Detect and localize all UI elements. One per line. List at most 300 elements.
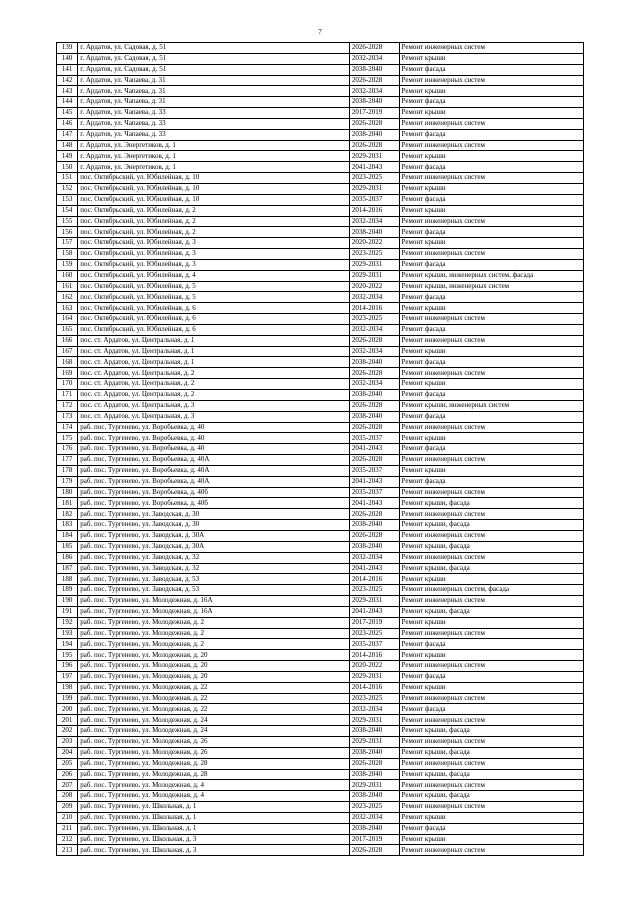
work-type-cell: Ремонт крыши	[399, 108, 583, 119]
period-cell: 2038-2040	[349, 97, 399, 108]
address-cell: раб. пос. Тургенево, ул. Молодежная, д. 20	[78, 650, 350, 661]
period-cell: 2032-2034	[349, 704, 399, 715]
row-number: 178	[57, 465, 78, 476]
table-row	[57, 75, 584, 86]
period-cell: 2014-2016	[349, 574, 399, 585]
work-type-cell: Ремонт фасада	[399, 292, 583, 303]
table-row	[57, 530, 584, 541]
row-number: 152	[57, 183, 78, 194]
table-row	[57, 476, 584, 487]
work-type-cell: Ремонт инженерных систем	[399, 368, 583, 379]
row-number: 202	[57, 726, 78, 737]
period-cell: 2017-2019	[349, 108, 399, 119]
work-type-cell: Ремонт инженерных систем, фасада	[399, 585, 583, 596]
table-row	[57, 758, 584, 769]
period-cell: 2020-2022	[349, 281, 399, 292]
period-cell: 2026-2028	[349, 75, 399, 86]
period-cell: 2041-2043	[349, 498, 399, 509]
address-cell: раб. пос. Тургенево, ул. Воробьевка, д. 40А	[78, 476, 350, 487]
period-cell: 2029-2031	[349, 780, 399, 791]
table-row	[57, 140, 584, 151]
row-number: 164	[57, 314, 78, 325]
period-cell: 2032-2034	[349, 346, 399, 357]
work-type-cell: Ремонт инженерных систем	[399, 335, 583, 346]
work-type-cell: Ремонт крыши	[399, 151, 583, 162]
address-cell: пос. Октябрьский, ул. Юбилейная, д. 6	[78, 303, 350, 314]
address-cell: пос. ст. Ардатов, ул. Центральная, д. 2	[78, 379, 350, 390]
work-type-cell: Ремонт инженерных систем	[399, 75, 583, 86]
work-type-cell: Ремонт крыши	[399, 86, 583, 97]
table-row	[57, 650, 584, 661]
work-type-cell: Ремонт крыши	[399, 650, 583, 661]
table-row	[57, 444, 584, 455]
row-number: 212	[57, 834, 78, 845]
address-cell: г. Ардатов, ул. Чапаева, д. 31	[78, 75, 350, 86]
row-number: 189	[57, 585, 78, 596]
work-type-cell: Ремонт фасада	[399, 227, 583, 238]
address-cell: раб. пос. Тургенево, ул. Воробьевка, д. 40б	[78, 487, 350, 498]
table-row	[57, 823, 584, 834]
row-number: 163	[57, 303, 78, 314]
address-cell: пос. Октябрьский, ул. Юбилейная, д. 10	[78, 194, 350, 205]
row-number: 142	[57, 75, 78, 86]
row-number: 190	[57, 596, 78, 607]
work-type-cell: Ремонт крыши	[399, 834, 583, 845]
address-cell: раб. пос. Тургенево, ул. Молодежная, д. 2	[78, 639, 350, 650]
address-cell: раб. пос. Тургенево, ул. Молодежная, д. 22	[78, 682, 350, 693]
period-cell: 2032-2034	[349, 379, 399, 390]
work-type-cell: Ремонт крыши	[399, 574, 583, 585]
row-number: 150	[57, 162, 78, 173]
period-cell: 2035-2037	[349, 487, 399, 498]
row-number: 151	[57, 173, 78, 184]
address-cell: раб. пос. Тургенево, ул. Воробьевка, д. 40	[78, 444, 350, 455]
row-number: 158	[57, 249, 78, 260]
table-row	[57, 292, 584, 303]
table-row	[57, 270, 584, 281]
table-row	[57, 552, 584, 563]
row-number: 174	[57, 422, 78, 433]
period-cell: 2023-2025	[349, 314, 399, 325]
address-cell: г. Ардатов, ул. Чапаева, д. 31	[78, 86, 350, 97]
period-cell: 2023-2025	[349, 173, 399, 184]
table-row	[57, 769, 584, 780]
address-cell: раб. пос. Тургенево, ул. Школьная, д. 3	[78, 845, 350, 856]
work-type-cell: Ремонт инженерных систем	[399, 845, 583, 856]
table-row	[57, 606, 584, 617]
work-type-cell: Ремонт фасада	[399, 671, 583, 682]
table-row	[57, 596, 584, 607]
row-number: 201	[57, 715, 78, 726]
address-cell: раб. пос. Тургенево, ул. Молодежная, д. 24	[78, 715, 350, 726]
table-row	[57, 682, 584, 693]
address-cell: раб. пос. Тургенево, ул. Заводская, д. 30	[78, 509, 350, 520]
table-row	[57, 737, 584, 748]
row-number: 165	[57, 324, 78, 335]
table-row	[57, 86, 584, 97]
work-type-cell: Ремонт фасада	[399, 129, 583, 140]
table-row	[57, 64, 584, 75]
row-number: 173	[57, 411, 78, 422]
address-cell: раб. пос. Тургенево, ул. Молодежная, д. 20	[78, 671, 350, 682]
table-row	[57, 368, 584, 379]
row-number: 184	[57, 530, 78, 541]
row-number: 209	[57, 802, 78, 813]
address-cell: раб. пос. Тургенево, ул. Молодежная, д. 2	[78, 628, 350, 639]
period-cell: 2014-2016	[349, 682, 399, 693]
row-number: 177	[57, 455, 78, 466]
period-cell: 2026-2028	[349, 335, 399, 346]
work-type-cell: Ремонт крыши, фасада	[399, 791, 583, 802]
table-row	[57, 845, 584, 856]
row-number: 191	[57, 606, 78, 617]
row-number: 172	[57, 400, 78, 411]
address-cell: раб. пос. Тургенево, ул. Воробьевка, д. 40	[78, 433, 350, 444]
work-type-cell: Ремонт инженерных систем	[399, 693, 583, 704]
period-cell: 2038-2040	[349, 227, 399, 238]
work-type-cell: Ремонт крыши	[399, 812, 583, 823]
period-cell: 2029-2031	[349, 671, 399, 682]
work-type-cell: Ремонт крыши	[399, 682, 583, 693]
row-number: 200	[57, 704, 78, 715]
address-cell: пос. Октябрьский, ул. Юбилейная, д. 6	[78, 314, 350, 325]
address-cell: раб. пос. Тургенево, ул. Школьная, д. 3	[78, 834, 350, 845]
address-cell: раб. пос. Тургенево, ул. Молодежная, д. 4	[78, 780, 350, 791]
address-cell: раб. пос. Тургенево, ул. Молодежная, д. 20	[78, 661, 350, 672]
period-cell: 2032-2034	[349, 53, 399, 64]
address-cell: пос. ст. Ардатов, ул. Центральная, д. 3	[78, 400, 350, 411]
work-type-cell: Ремонт инженерных систем	[399, 530, 583, 541]
address-cell: пос. ст. Ардатов, ул. Центральная, д. 1	[78, 357, 350, 368]
period-cell: 2029-2031	[349, 151, 399, 162]
table-row	[57, 834, 584, 845]
row-number: 204	[57, 747, 78, 758]
row-number: 183	[57, 520, 78, 531]
period-cell: 2029-2031	[349, 259, 399, 270]
address-cell: раб. пос. Тургенево, ул. Молодежная, д. 24	[78, 726, 350, 737]
period-cell: 2026-2028	[349, 845, 399, 856]
work-type-cell: Ремонт крыши, фасада	[399, 747, 583, 758]
period-cell: 2029-2031	[349, 183, 399, 194]
row-number: 199	[57, 693, 78, 704]
work-type-cell: Ремонт фасада	[399, 64, 583, 75]
table-row	[57, 520, 584, 531]
work-type-cell: Ремонт инженерных систем	[399, 509, 583, 520]
work-type-cell: Ремонт фасада	[399, 97, 583, 108]
row-number: 139	[57, 43, 78, 54]
work-type-cell: Ремонт крыши, фасада	[399, 498, 583, 509]
work-type-cell: Ремонт инженерных систем	[399, 780, 583, 791]
address-cell: пос. Октябрьский, ул. Юбилейная, д. 5	[78, 292, 350, 303]
work-type-cell: Ремонт фасада	[399, 704, 583, 715]
period-cell: 2026-2028	[349, 400, 399, 411]
period-cell: 2029-2031	[349, 596, 399, 607]
period-cell: 2038-2040	[349, 520, 399, 531]
address-cell: раб. пос. Тургенево, ул. Заводская, д. 30А	[78, 530, 350, 541]
address-cell: пос. ст. Ардатов, ул. Центральная, д. 2	[78, 368, 350, 379]
period-cell: 2026-2028	[349, 455, 399, 466]
address-cell: раб. пос. Тургенево, ул. Молодежная, д. 16А	[78, 596, 350, 607]
period-cell: 2026-2028	[349, 140, 399, 151]
row-number: 167	[57, 346, 78, 357]
row-number: 197	[57, 671, 78, 682]
row-number: 145	[57, 108, 78, 119]
table-row	[57, 704, 584, 715]
period-cell: 2017-2019	[349, 834, 399, 845]
row-number: 210	[57, 812, 78, 823]
table-row	[57, 541, 584, 552]
period-cell: 2032-2034	[349, 552, 399, 563]
address-cell: раб. пос. Тургенево, ул. Молодежная, д. 22	[78, 693, 350, 704]
table-row	[57, 303, 584, 314]
address-cell: раб. пос. Тургенево, ул. Заводская, д. 30	[78, 520, 350, 531]
period-cell: 2023-2025	[349, 802, 399, 813]
period-cell: 2026-2028	[349, 530, 399, 541]
period-cell: 2038-2040	[349, 747, 399, 758]
page-number: 7	[318, 28, 322, 36]
address-cell: раб. пос. Тургенево, ул. Молодежная, д. 16А	[78, 606, 350, 617]
work-type-cell: Ремонт инженерных систем	[399, 661, 583, 672]
period-cell: 2023-2025	[349, 628, 399, 639]
table-row	[57, 118, 584, 129]
period-cell: 2032-2034	[349, 324, 399, 335]
table-row	[57, 205, 584, 216]
address-cell: пос. ст. Ардатов, ул. Центральная, д. 1	[78, 346, 350, 357]
work-type-cell: Ремонт крыши	[399, 303, 583, 314]
period-cell: 2041-2043	[349, 162, 399, 173]
row-number: 196	[57, 661, 78, 672]
period-cell: 2041-2043	[349, 476, 399, 487]
work-type-cell: Ремонт фасада	[399, 324, 583, 335]
row-number: 153	[57, 194, 78, 205]
table-row	[57, 390, 584, 401]
table-row	[57, 465, 584, 476]
row-number: 140	[57, 53, 78, 64]
row-number: 187	[57, 563, 78, 574]
address-cell: раб. пос. Тургенево, ул. Воробьевка, д. 40А	[78, 465, 350, 476]
table-row	[57, 238, 584, 249]
period-cell: 2035-2037	[349, 465, 399, 476]
row-number: 192	[57, 617, 78, 628]
address-cell: пос. Октябрьский, ул. Юбилейная, д. 4	[78, 270, 350, 281]
work-type-cell: Ремонт инженерных систем	[399, 552, 583, 563]
row-number: 180	[57, 487, 78, 498]
address-cell: пос. Октябрьский, ул. Юбилейная, д. 3	[78, 238, 350, 249]
work-type-cell: Ремонт крыши, фасада	[399, 606, 583, 617]
period-cell: 2038-2040	[349, 64, 399, 75]
address-cell: г. Ардатов, ул. Чапаева, д. 33	[78, 129, 350, 140]
address-cell: пос. Октябрьский, ул. Юбилейная, д. 2	[78, 205, 350, 216]
table-row	[57, 346, 584, 357]
work-type-cell: Ремонт крыши, инженерных систем	[399, 400, 583, 411]
table-row	[57, 661, 584, 672]
work-type-cell: Ремонт крыши	[399, 205, 583, 216]
period-cell: 2041-2043	[349, 606, 399, 617]
table-row	[57, 747, 584, 758]
table-row	[57, 693, 584, 704]
period-cell: 2020-2022	[349, 661, 399, 672]
work-type-cell: Ремонт фасада	[399, 162, 583, 173]
row-number: 188	[57, 574, 78, 585]
address-cell: г. Ардатов, ул. Садовая, д. 51	[78, 53, 350, 64]
period-cell: 2023-2025	[349, 249, 399, 260]
table-row	[57, 43, 584, 54]
address-cell: раб. пос. Тургенево, ул. Заводская, д. 30А	[78, 541, 350, 552]
period-cell: 2017-2019	[349, 617, 399, 628]
address-cell: раб. пос. Тургенево, ул. Заводская, д. 32	[78, 552, 350, 563]
table-row	[57, 216, 584, 227]
work-type-cell: Ремонт инженерных систем	[399, 758, 583, 769]
address-cell: пос. ст. Ардатов, ул. Центральная, д. 1	[78, 335, 350, 346]
work-type-cell: Ремонт крыши, инженерных систем, фасада	[399, 270, 583, 281]
period-cell: 2038-2040	[349, 411, 399, 422]
work-type-cell: Ремонт крыши	[399, 53, 583, 64]
repair-schedule-table	[56, 42, 584, 856]
period-cell: 2026-2028	[349, 118, 399, 129]
table-row	[57, 97, 584, 108]
table-row	[57, 715, 584, 726]
work-type-cell: Ремонт фасада	[399, 194, 583, 205]
row-number: 207	[57, 780, 78, 791]
address-cell: раб. пос. Тургенево, ул. Молодежная, д. 28	[78, 769, 350, 780]
row-number: 162	[57, 292, 78, 303]
period-cell: 2026-2028	[349, 368, 399, 379]
table-row	[57, 574, 584, 585]
row-number: 146	[57, 118, 78, 129]
table-row	[57, 498, 584, 509]
work-type-cell: Ремонт крыши	[399, 465, 583, 476]
row-number: 181	[57, 498, 78, 509]
address-cell: раб. пос. Тургенево, ул. Школьная, д. 1	[78, 812, 350, 823]
row-number: 205	[57, 758, 78, 769]
address-cell: г. Ардатов, ул. Чапаева, д. 31	[78, 97, 350, 108]
table-row	[57, 400, 584, 411]
period-cell: 2038-2040	[349, 357, 399, 368]
period-cell: 2035-2037	[349, 194, 399, 205]
work-type-cell: Ремонт крыши	[399, 433, 583, 444]
work-type-cell: Ремонт фасада	[399, 444, 583, 455]
work-type-cell: Ремонт крыши, фасада	[399, 520, 583, 531]
table-row	[57, 151, 584, 162]
row-number: 160	[57, 270, 78, 281]
address-cell: пос. Октябрьский, ул. Юбилейная, д. 3	[78, 249, 350, 260]
period-cell: 2032-2034	[349, 216, 399, 227]
row-number: 198	[57, 682, 78, 693]
row-number: 144	[57, 97, 78, 108]
row-number: 194	[57, 639, 78, 650]
row-number: 213	[57, 845, 78, 856]
row-number: 182	[57, 509, 78, 520]
address-cell: раб. пос. Тургенево, ул. Воробьевка, д. 40	[78, 422, 350, 433]
period-cell: 2020-2022	[349, 238, 399, 249]
address-cell: пос. Октябрьский, ул. Юбилейная, д. 10	[78, 173, 350, 184]
address-cell: пос. Октябрьский, ул. Юбилейная, д. 10	[78, 183, 350, 194]
work-type-cell: Ремонт фасада	[399, 357, 583, 368]
address-cell: раб. пос. Тургенево, ул. Школьная, д. 1	[78, 802, 350, 813]
work-type-cell: Ремонт крыши	[399, 379, 583, 390]
work-type-cell: Ремонт крыши	[399, 346, 583, 357]
work-type-cell: Ремонт инженерных систем	[399, 118, 583, 129]
period-cell: 2029-2031	[349, 715, 399, 726]
work-type-cell: Ремонт крыши, фасада	[399, 563, 583, 574]
period-cell: 2023-2025	[349, 693, 399, 704]
row-number: 171	[57, 390, 78, 401]
address-cell: пос. Октябрьский, ул. Юбилейная, д. 2	[78, 227, 350, 238]
address-cell: раб. пос. Тургенево, ул. Заводская, д. 53	[78, 585, 350, 596]
work-type-cell: Ремонт инженерных систем	[399, 715, 583, 726]
table-row	[57, 802, 584, 813]
table-row	[57, 791, 584, 802]
period-cell: 2032-2034	[349, 292, 399, 303]
table-row	[57, 324, 584, 335]
address-cell: раб. пос. Тургенево, ул. Молодежная, д. 2	[78, 617, 350, 628]
address-cell: раб. пос. Тургенево, ул. Воробьевка, д. 40А	[78, 455, 350, 466]
table-row	[57, 780, 584, 791]
address-cell: г. Ардатов, ул. Садовая, д. 51	[78, 64, 350, 75]
table-row	[57, 129, 584, 140]
work-type-cell: Ремонт крыши, фасада	[399, 769, 583, 780]
work-type-cell: Ремонт инженерных систем	[399, 455, 583, 466]
table-row	[57, 357, 584, 368]
work-type-cell: Ремонт крыши, фасада	[399, 541, 583, 552]
row-number: 155	[57, 216, 78, 227]
address-cell: раб. пос. Тургенево, ул. Молодежная, д. 26	[78, 747, 350, 758]
table-row	[57, 162, 584, 173]
work-type-cell: Ремонт крыши	[399, 617, 583, 628]
address-cell: раб. пос. Тургенево, ул. Молодежная, д. 28	[78, 758, 350, 769]
address-cell: раб. пос. Тургенево, ул. Воробьевка, д. 40б	[78, 498, 350, 509]
table-row	[57, 194, 584, 205]
address-cell: раб. пос. Тургенево, ул. Заводская, д. 32	[78, 563, 350, 574]
row-number: 203	[57, 737, 78, 748]
row-number: 148	[57, 140, 78, 151]
work-type-cell: Ремонт инженерных систем	[399, 249, 583, 260]
table-row	[57, 379, 584, 390]
work-type-cell: Ремонт фасада	[399, 259, 583, 270]
table-row	[57, 249, 584, 260]
table-row	[57, 455, 584, 466]
address-cell: пос. Октябрьский, ул. Юбилейная, д. 5	[78, 281, 350, 292]
work-type-cell: Ремонт инженерных систем	[399, 802, 583, 813]
row-number: 186	[57, 552, 78, 563]
table-row	[57, 422, 584, 433]
period-cell: 2035-2037	[349, 639, 399, 650]
address-cell: пос. ст. Ардатов, ул. Центральная, д. 2	[78, 390, 350, 401]
table-row	[57, 53, 584, 64]
work-type-cell: Ремонт инженерных систем	[399, 140, 583, 151]
address-cell: г. Ардатов, ул. Энергетиков, д. 1	[78, 140, 350, 151]
row-number: 143	[57, 86, 78, 97]
table-row	[57, 108, 584, 119]
address-cell: пос. Октябрьский, ул. Юбилейная, д. 3	[78, 259, 350, 270]
work-type-cell: Ремонт фасада	[399, 476, 583, 487]
row-number: 154	[57, 205, 78, 216]
work-type-cell: Ремонт инженерных систем	[399, 43, 583, 54]
address-cell: пос. Октябрьский, ул. Юбилейная, д. 6	[78, 324, 350, 335]
row-number: 149	[57, 151, 78, 162]
row-number: 157	[57, 238, 78, 249]
period-cell: 2026-2028	[349, 758, 399, 769]
address-cell: г. Ардатов, ул. Энергетиков, д. 1	[78, 151, 350, 162]
row-number: 170	[57, 379, 78, 390]
table-row	[57, 335, 584, 346]
address-cell: раб. пос. Тургенево, ул. Заводская, д. 53	[78, 574, 350, 585]
table-row	[57, 509, 584, 520]
period-cell: 2014-2016	[349, 650, 399, 661]
work-type-cell: Ремонт инженерных систем	[399, 422, 583, 433]
period-cell: 2038-2040	[349, 390, 399, 401]
work-type-cell: Ремонт фасада	[399, 390, 583, 401]
